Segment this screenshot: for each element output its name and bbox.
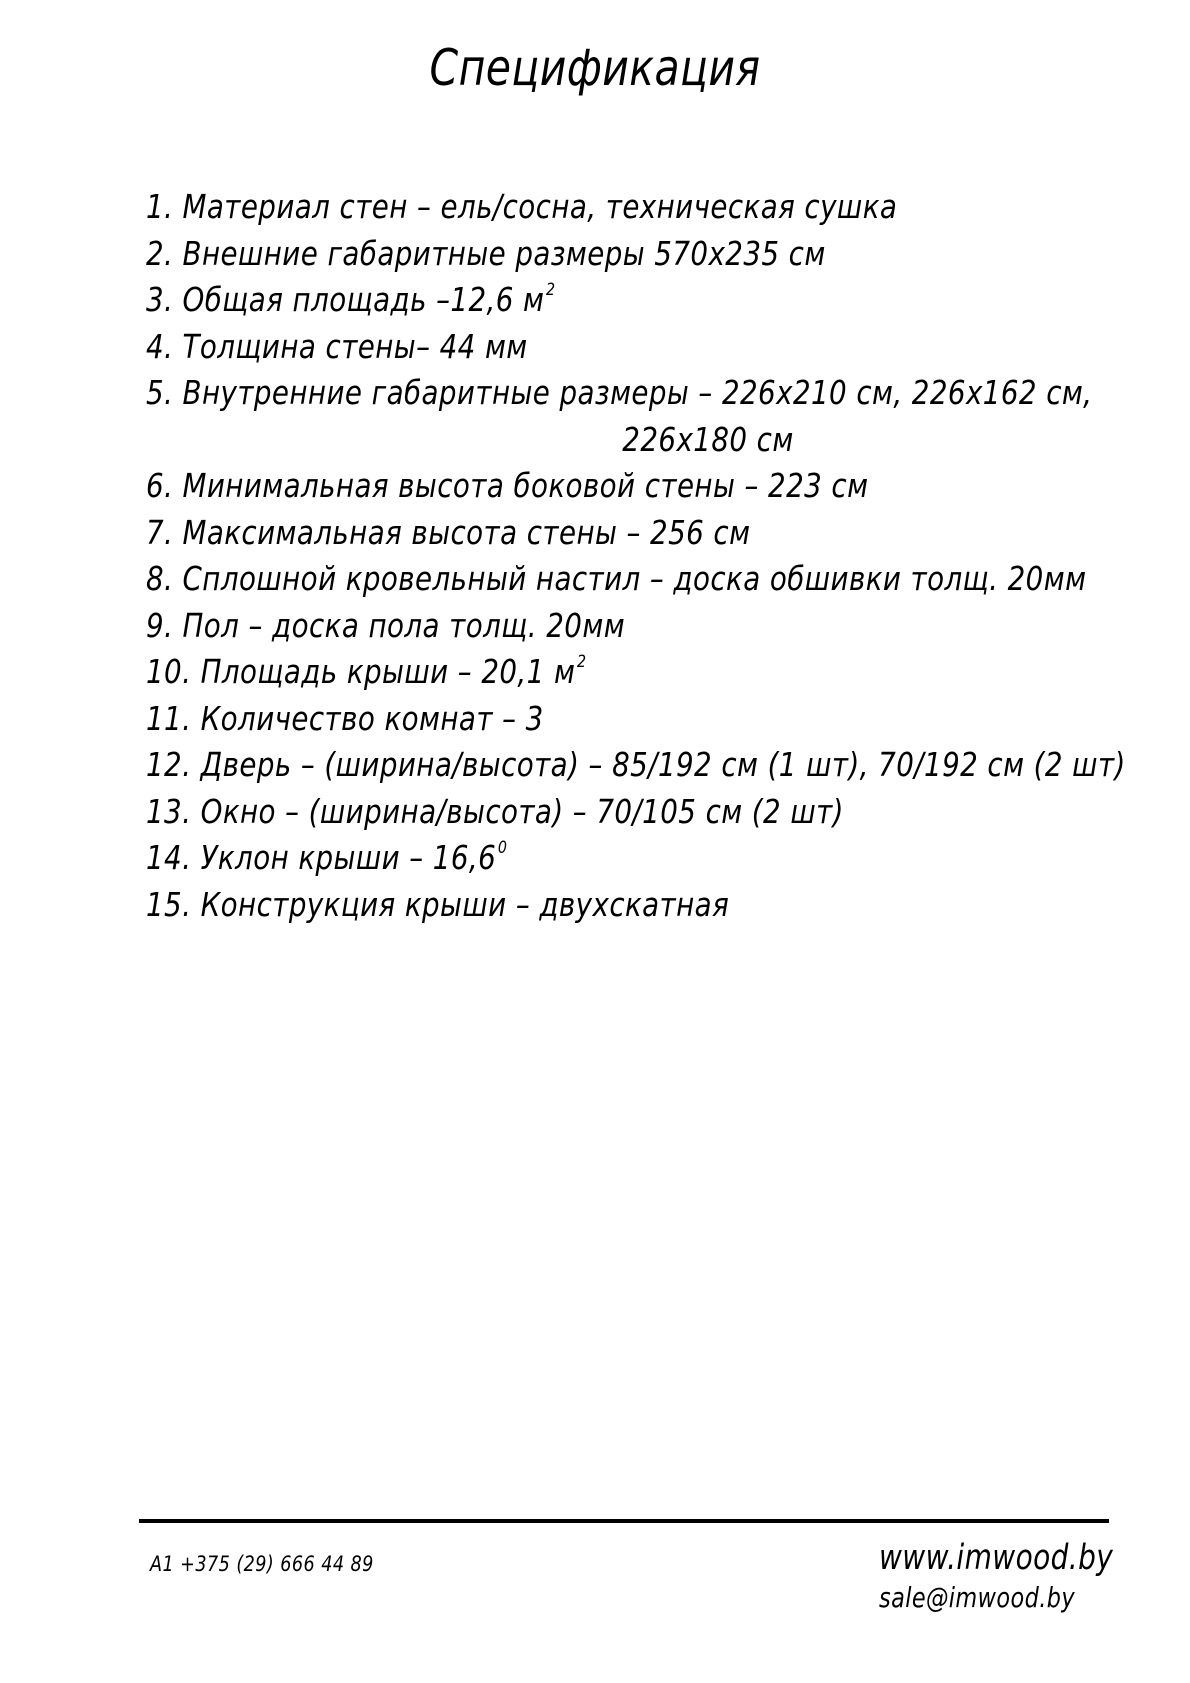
spec-item (146, 603, 1011, 650)
spec-item-text: 13. Окно – (ширина/высота) – 70/105 см (2 шт) (146, 791, 844, 831)
spec-item-text: 12. Дверь – (ширина/высота) – 85/192 см (1 шт), 70/192 см (2 шт) (146, 745, 1126, 784)
spec-item (146, 696, 1011, 743)
spec-item-text: 2. Внешние габаритные размеры 570x235 см (146, 233, 826, 273)
spec-item-text: 15. Конструкция крыши – двухскатная (146, 884, 730, 924)
spec-item (146, 370, 1093, 463)
spec-item-text: 9. Пол – доска пола толщ. 20мм (146, 605, 626, 645)
spec-item-text: 14. Уклон крыши – 16,6 (146, 838, 497, 877)
spec-item (146, 789, 1011, 836)
spec-item (146, 231, 1011, 278)
footer-phone: A1 +375 (29) 666 44 89 (150, 1552, 374, 1576)
spec-item-continuation: 226x180 см (622, 419, 794, 459)
spec-item-text: 1. Материал стен – ель/сосна, техническая сушка (146, 187, 898, 226)
spec-item (146, 882, 1011, 929)
spec-item (146, 649, 1011, 696)
spec-item-text: 11. Количество комнат – 3 (146, 698, 544, 738)
superscript-degree: 0 (497, 838, 508, 858)
spec-item (146, 742, 1126, 789)
spec-item (146, 324, 1011, 371)
superscript-exponent: 2 (576, 652, 587, 672)
spec-item (146, 277, 1011, 324)
spec-item (146, 835, 1011, 882)
spec-item-text: 3. Общая площадь –12,6 м (146, 280, 545, 319)
superscript-exponent: 2 (546, 280, 556, 300)
page-title: Спецификация (429, 39, 761, 97)
spec-item-text: 7. Максимальная высота стены – 256 см (146, 512, 751, 552)
spec-item (146, 510, 1011, 557)
spec-item (146, 556, 1087, 603)
spec-item-text: 4. Толщина стены– 44 мм (146, 326, 528, 366)
spec-item-text: 10. Площадь крыши – 20,1 м (146, 652, 576, 691)
spec-item-text: 6. Минимальная высота боковой стены – 223 см (146, 466, 869, 505)
spec-item-text: 8. Сплошной кровельный настил – доска обшивки толщ. 20мм (146, 559, 1087, 598)
spec-item (146, 184, 1011, 231)
specification-list (146, 184, 1176, 928)
spec-item-text: 5. Внутренние габаритные размеры – 226x210 см, 226x162 см, (146, 373, 1093, 412)
footer-website-link[interactable]: www.imwood.by (879, 1538, 1114, 1578)
footer-divider (139, 1519, 1109, 1523)
footer-email-link[interactable]: sale@imwood.by (879, 1581, 1075, 1614)
spec-item (146, 463, 1011, 510)
